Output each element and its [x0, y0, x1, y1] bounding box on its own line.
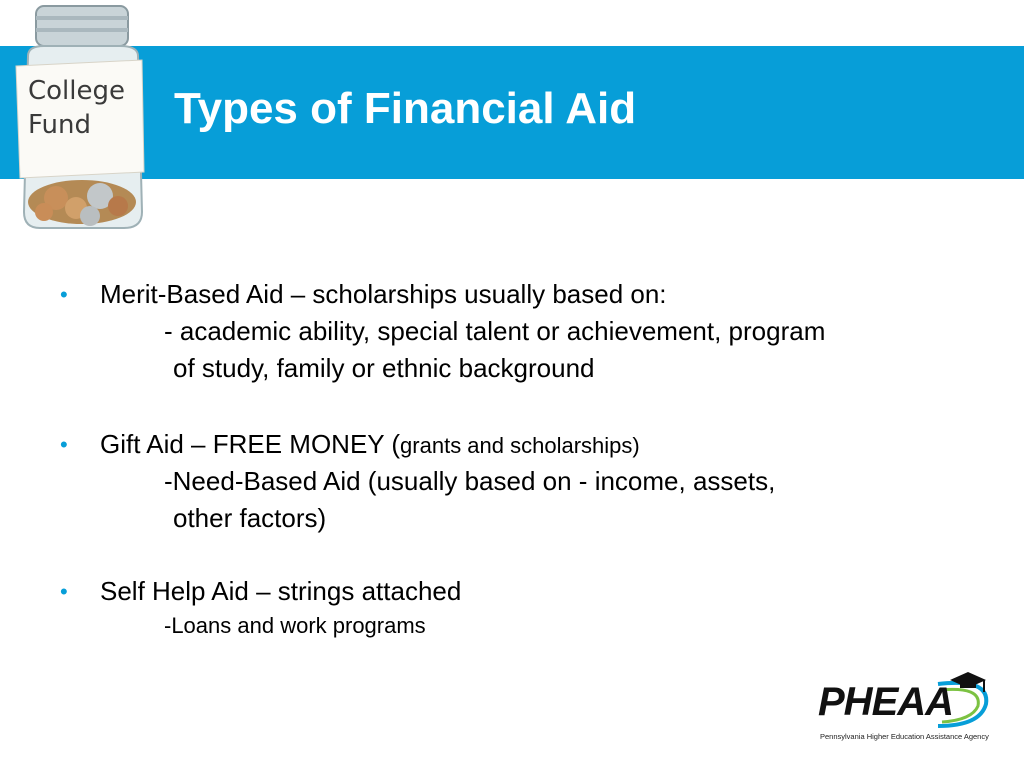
bullet-sub-text: - academic ability, special talent or achievement, program [164, 316, 826, 346]
college-fund-jar-image [14, 2, 154, 234]
bullet-sub-text: -Need-Based Aid (usually based on - income, assets, [164, 466, 776, 496]
bullet-sub-text: -Loans and work programs [164, 613, 426, 638]
jar-label-line2: Fund [28, 110, 91, 140]
bullet-main-text-part: Gift Aid – FREE MONEY ( [100, 429, 401, 459]
logo-wordmark: PHEAA [818, 680, 954, 724]
pheaa-logo [818, 670, 994, 750]
bullet-main-text: Self Help Aid – strings attached [100, 576, 462, 606]
bullet-dot-icon: • [60, 432, 68, 457]
jar-label-line1: College [28, 76, 126, 106]
bullet-main-text [100, 426, 640, 464]
bullet-dot-icon: • [60, 282, 68, 307]
bullet-sub-text: other factors) [173, 503, 327, 533]
bullet-main-text: Merit-Based Aid – scholarships usually based on: [100, 279, 667, 309]
logo-tagline: Pennsylvania Higher Education Assistance Agency [820, 732, 989, 741]
bullet-sub-text: of study, family or ethnic background [173, 353, 595, 383]
slide-title: Types of Financial Aid [174, 84, 637, 133]
bullet-dot-icon: • [60, 579, 68, 604]
bullet-main-text-small: grants and scholarships) [400, 433, 640, 458]
